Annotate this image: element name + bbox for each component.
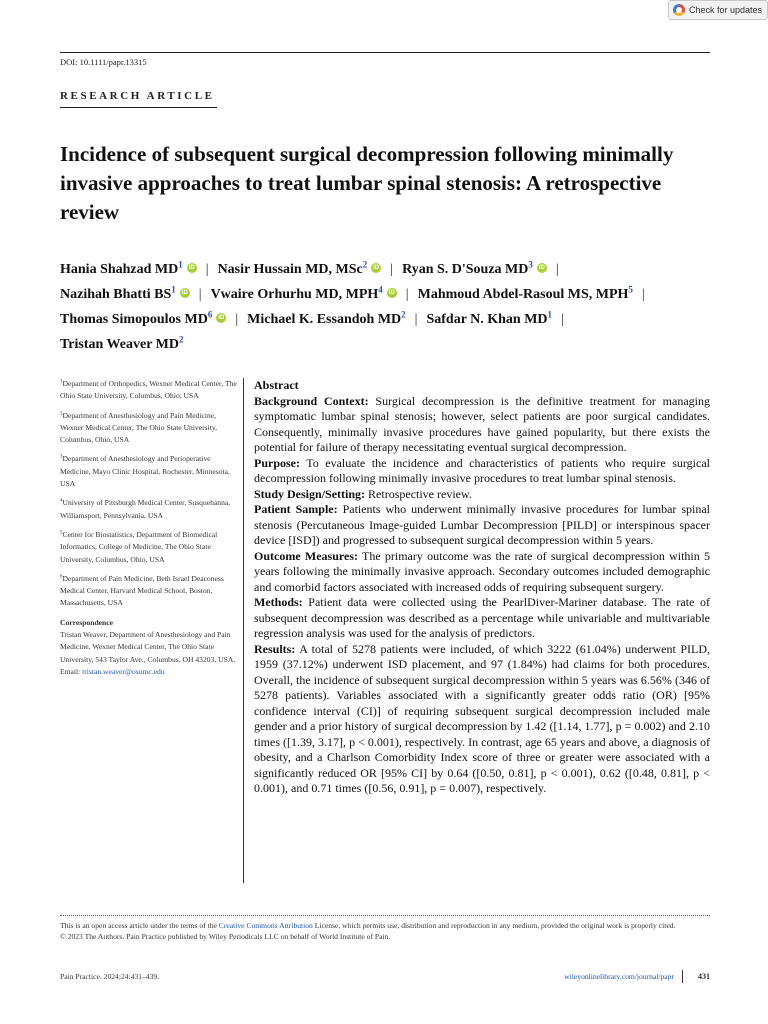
author[interactable]: Nasir Hussain MD, MSc$^2$ iD [217,259,380,277]
affiliation-ref[interactable]: 6 [207,309,213,320]
abstract-section: Background Context: Surgical decompression is the definitive treatment for managing symptomatic lumbar spinal stenosis; however, select patients are poor surgical candidates. Consequently, minimally invasive procedures have gained popularity, but there exists the potential for failure of therapy necessitating eventual surgical decompression. [254,393,710,454]
orcid-icon[interactable]: iD [538,265,545,272]
abstract-section: Purpose: To evaluate the incidence and characteristics of patients who require surgical decompression following minimally invasive procedures to treat lumbar spinal stenosis. [254,455,710,485]
abstract-heading: Abstract [254,378,299,392]
author[interactable]: Michael K. Essandoh $MD^2$ [247,309,406,327]
footer-divider [682,970,683,983]
correspondence-heading: Correspondence [60,617,114,627]
affiliation: $^5$Center for Biostatistics, Department of Biomedical Informatics, College of Medicine, The Ohio State University, Columbus, Ohio, USA [60,529,218,564]
abstract-section: Methods: Patient data were collected using the PearlDiver-Mariner database. The rate of subsequent decompression was described as a percentage while univariable and multivariable regression analysis was used for the analysis of predictors. [254,595,710,640]
affiliation: $^4$University of Pittsburgh Medical Center, Susquehanna, Williamsport, Pennsylvania, USA [60,498,231,520]
author[interactable]: Hania Shahzad $MD^1$ iD [60,259,195,277]
affiliation: $^1$Department of Orthopedics, Wexner Medical Center, The Ohio State University, Columbus, Ohio, USA [60,379,237,401]
check-for-updates-button[interactable] [668,0,768,20]
abstract-section: Outcome Measures: The primary outcome was the rate of surgical decompression within 5 years following the minimally invasive approach. Secondary outcomes included demographic and comorbid factors associated with increased odds of requiring subsequent surgery. [254,548,710,594]
affiliation-ref[interactable]: 2 [179,334,184,345]
copyright: © 2023 The Authors. Pain Practice published by Wiley Periodicals LLC on behalf of World Institute of Pain. [60,931,391,941]
orcid-icon[interactable]: iD [388,290,395,297]
abstract-section: Results: A total of 5278 patients were included, of which 3222 (61.04%) underwent PILD, 1959 (37.12%) underwent ISD placement, and 97 (1.84%) had claims for both procedures. Overall, the incidence of subsequent surgical decompression within 5 years was 6.56% (346 of 5278 patients). Variables associated with a significantly greater odds ratio (OR) [95% confidence interval (CI)] of requiring subsequent surgical decompression included male gender and a prior history of surgical decompression by 1.42 ([1.14, 1.77], p = 0.002) and 2.10 times ([1.39, 3.17], p < 0.001), respectively. In contrast, age 65 years and above, a diagnosis of obesity, and a Charlson Comorbidity Index score of three or greater were associated with a significantly reduced OR [95% CI] by 0.64 ([0.50, 0.81], p < 0.001), 0.62 ([0.48, 0.81], p < 0.001), and 0.71 times ([0.56, 0.91], p = 0.007), respectively. [254,641,710,795]
abstract-section: Study Design/Setting: Retrospective review. [254,486,472,501]
affiliation-ref[interactable]: 2 [401,309,406,320]
affiliation-ref[interactable]: 5 [628,284,633,295]
header-rule [60,52,710,53]
article-type-rule [60,107,217,108]
affiliation-ref[interactable]: 2 [362,259,368,270]
orcid-icon[interactable]: iD [218,315,225,322]
crossmark-icon [673,4,685,16]
author[interactable]: Nazihah Bhatti $BS^1$ iD [60,284,188,302]
abstract [243,378,710,883]
cc-license-link[interactable]: Creative Commons Attribution [218,921,313,930]
affiliation-ref[interactable]: 1 [547,309,553,320]
orcid-icon[interactable]: iD [188,265,195,272]
article-title: Incidence of subsequent surgical decompression following minimally invasive approaches to treat lumbar spinal stenosis: A retrospective review [60,142,674,224]
abstract-section: Patient Sample: Patients who underwent minimally invasive procedures for lumbar spinal stenosis (Percutaneous Image-guided Lumbar Decompression [PILD] or interspinous spacer device [ISD]) and progressed to subsequent surgical decompression within 5 years. [254,502,711,547]
affiliation: $^6$Department of Pain Medicine, Beth Israel Deaconess Medical Center, Harvard Medical School, Boston, Massachusetts, USA [60,573,224,608]
affiliation-ref[interactable]: 3 [528,259,533,270]
author[interactable]: Tristan Weaver $MD^2$ [60,334,184,352]
affiliations-column [60,378,240,678]
author[interactable]: Ryan S. D'Souza $MD^3$ iD [402,259,545,277]
affiliation-ref[interactable]: 1 [171,284,176,295]
journal-url-link[interactable]: wileyonlinelibrary.com/journal/papr [564,972,674,981]
affiliation: $^2$Department of Anesthesiology and Pain Medicine, Wexner Medical Center, The Ohio State University, Columbus, Ohio, USA [60,410,218,445]
footnote-rule [60,915,710,916]
affiliation: $^3$Department of Anesthesiology and Perioperative Medicine, Mayo Clinic Hospital, Rochester, Minnesota, USA [60,454,230,489]
page-footer [60,970,710,984]
journal-reference: Pain Practice. 2024;24:431–439. [60,972,160,981]
author[interactable]: Thomas Simopoulos $MD^6$ iD [60,309,225,327]
correspondence-email: Email: tristan.weaver@osumc.edu [60,666,165,676]
affiliation-ref[interactable]: 4 [378,284,383,295]
affiliation-ref[interactable]: 1 [178,259,183,270]
article-type: RESEARCH ARTICLE [60,90,215,102]
check-for-updates-label: Check for updates [689,5,763,15]
doi[interactable]: DOI: 10.1111/papr.13315 [60,57,147,67]
author[interactable]: Safdar N. Khan $MD^1$ [426,309,553,327]
license-note: This is an open access article under the terms of the Creative Commons Attribution License, which permits use, distribution and reproduction in any medium, provided the original work is properly cited. © 2023 The Authors. Pain Practice published by Wiley Periodicals LLC on behalf of World Institute of Pain. [60,921,720,942]
correspondence-text: Tristan Weaver, Department of Anesthesiology and Pain Medicine, Wexner Medical Center, The Ohio State University, 543 Taylor Ave., Columbus, OH 43203, USA. [60,630,236,664]
email-link[interactable]: tristan.weaver@osumc.edu [82,666,165,676]
orcid-icon[interactable]: iD [181,290,188,297]
page-number: 431 [698,972,710,981]
orcid-icon[interactable]: iD [373,265,380,272]
author[interactable]: Vwaire Orhurhu MD, MPH$^4$ iD [210,284,395,302]
author[interactable]: Mahmoud Abdel-Rasoul MS, MPH$^5$ [417,284,633,302]
author-list: Hania Shahzad $MD^1$ iD | Nasir Hussain MD, MSc$^2$ iD | Ryan S. D'Souza $MD^3$ iD | Nazihah Bhatti $BS^1$ iD | Vwaire Orhurhu MD, MPH$^4$ iD | Mahmoud Abdel-Rasoul MS, MPH$^5$ | Thomas Simopoulos $MD^6$ iD | Michael K. Essandoh $MD^2$ | Safdar N. Khan $MD^1$ | Tristan Weaver $MD^2$ [60,259,645,352]
